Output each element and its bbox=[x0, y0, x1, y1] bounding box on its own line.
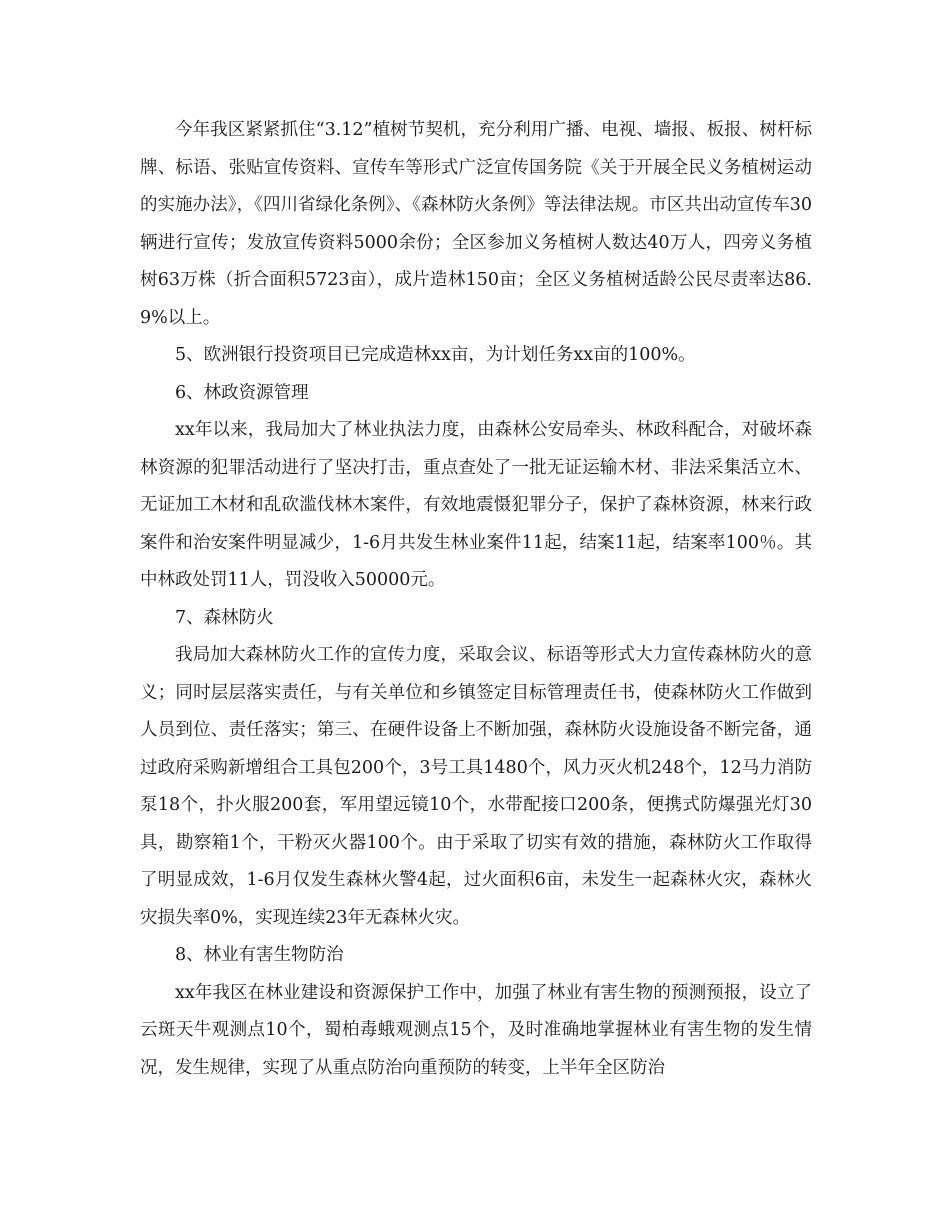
section-heading-fire-prevention: 7、森林防火 bbox=[175, 607, 274, 628]
document-body bbox=[140, 112, 812, 1087]
paragraph-tree-planting-publicity: 今年我区紧紧抓住“3.12”植树节契机，充分利用广播、电视、墙报、板报、树杆标牌、标语、张贴宣传资料、宣传车等形式广泛宣传国务院《关于开展全民义务植树运动的实施办法》，《四川省绿化条例》、《森林防火条例》等法律法规。市区共出动宣传车30辆进行宣传；发放宣传资料5000余份；全区参加义务植树人数达40万人，四旁义务植树63万株（折合面积5723亩），成片造林150亩；全区义务植树适龄公民尽责率达86.9%以上。 bbox=[140, 120, 812, 328]
paragraph-eib-project: 5、欧洲银行投资项目已完成造林xx亩，为计划任务xx亩的100%。 bbox=[175, 345, 696, 365]
paragraph-forest-administration: xx年以来，我局加大了林业执法力度，由森林公安局牵头、林政科配合，对破坏森林资源的犯罪活动进行了坚决打击，重点查处了一批无证运输木材、非法采集活立木、无证加工木材和乱砍滥伐林木案件，有效地震慑犯罪分子，保护了森林资源，林来行政案件和治安案件明显减少，1-6月共发生林业案件11起，结案11起，结案率100％。其中林政处罚11人，罚没收入50000元。 bbox=[140, 420, 812, 590]
section-heading-forest-administration: 6、林政资源管理 bbox=[175, 382, 309, 403]
paragraph-pest-control: xx年我区在林业建设和资源保护工作中，加强了林业有害生物的预测预报，设立了云斑天牛观测点10个，蜀柏毒蛾观测点15个，及时准确地掌握林业有害生物的发生情况，发生规律，实现了从重点防治向重预防的转变，上半年全区防治 bbox=[140, 982, 812, 1078]
paragraph-fire-prevention: 我局加大森林防火工作的宣传力度，采取会议、标语等形式大力宣传森林防火的意义；同时层层落实责任，与有关单位和乡镇签定目标管理责任书，使森林防火工作做到人员到位、责任落实；第三、在硬件设备上不断加强，森林防火设施设备不断完备，通过政府采购新增组合工具包200个，3号工具1480个，风力灭火机248个，12马力消防泵18个，扑火服200套，军用望远镜10个，水带配接口200条，便携式防爆强光灯30具，勘察箱1个，干粉灭火器100个。由于采取了切实有效的措施，森林防火工作取得了明显成效，1-6月仅发生森林火警4起，过火面积6亩，未发生一起森林火灾，森林火灾损失率0%，实现连续23年无森林火灾。 bbox=[140, 645, 812, 928]
section-heading-pest-control: 8、林业有害生物防治 bbox=[175, 945, 344, 965]
